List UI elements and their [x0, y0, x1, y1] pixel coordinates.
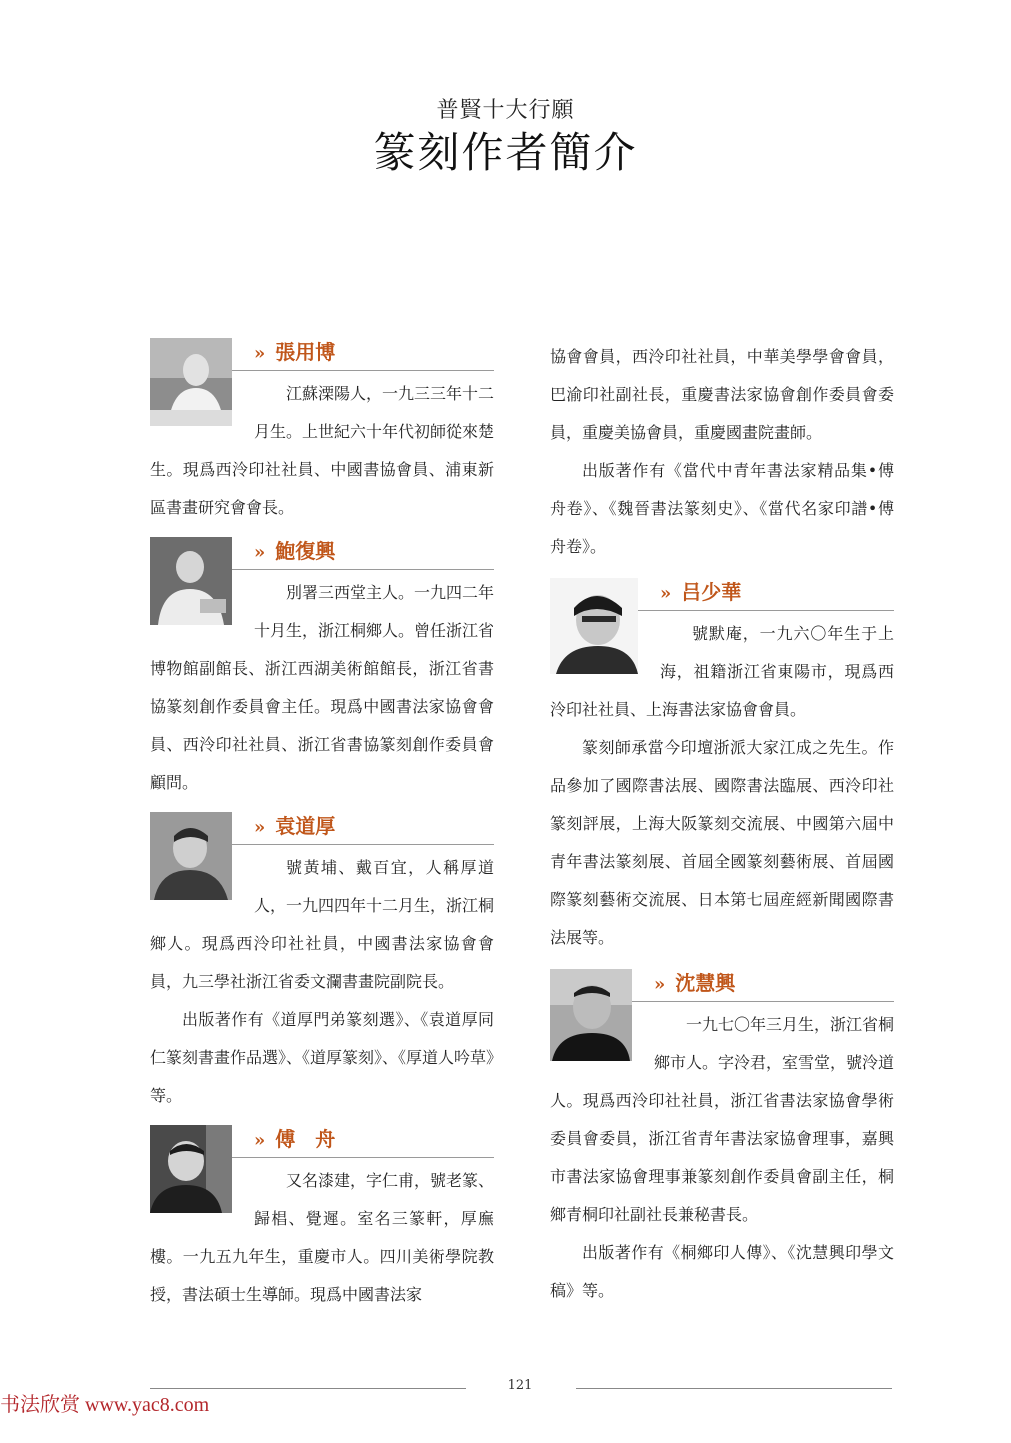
author-name: » 吕少華	[550, 578, 894, 611]
series-title: 普賢十大行願	[436, 98, 575, 123]
page-title: 篆刻作者簡介	[373, 128, 638, 177]
continued-bio	[550, 338, 894, 566]
chevron-icon: »	[254, 1130, 266, 1151]
chevron-icon: »	[660, 583, 672, 604]
author-entry	[150, 1125, 494, 1314]
author-name: » 沈慧興	[550, 969, 894, 1002]
author-photo	[150, 1125, 232, 1213]
author-photo	[550, 578, 638, 674]
author-photo	[550, 969, 632, 1061]
author-photo	[150, 537, 232, 625]
left-column	[150, 338, 494, 1314]
portrait-image	[150, 537, 232, 625]
site-watermark[interactable]: 书法欣赏 www.yac8.com	[0, 1394, 210, 1416]
portrait-image	[150, 338, 232, 426]
bio-paragraph: 出版著作有《當代中青年書法家精品集•傅舟卷》、《魏晉書法篆刻史》、《當代名家印譜•傅舟卷》。	[550, 461, 894, 556]
page-header	[0, 95, 1011, 179]
bio-paragraph: 又名漆建，字仁甫，號老篆、歸椙、覺遲。室名三篆軒，厚廡樓。一九五九年生，重慶市人。四川美術學院教授，書法碩士生導師。現爲中國書法家	[150, 1171, 495, 1304]
author-name: » 張用博	[150, 338, 494, 371]
bio-paragraph: 出版著作有《桐鄉印人傳》、《沈慧興印學文稿》等。	[550, 1243, 894, 1300]
author-photo	[150, 812, 232, 900]
author-name: » 袁道厚	[150, 812, 494, 845]
bio-paragraph: 出版著作有《道厚門弟篆刻選》、《袁道厚同仁篆刻書畫作品選》、《道厚篆刻》、《厚道人吟草》等。	[150, 1010, 495, 1105]
chevron-icon: »	[254, 343, 266, 364]
portrait-image	[550, 578, 638, 674]
bio-paragraph: 別署三西堂主人。一九四二年十月生，浙江桐鄉人。曾任浙江省博物館副館長、浙江西湖美術館館長，浙江省書協篆刻創作委員會主任。現爲中國書法家協會會員、西泠印社社員、浙江省書協篆刻創作委員會顧問。	[150, 583, 495, 792]
chevron-icon: »	[254, 542, 266, 563]
chevron-icon: »	[254, 817, 266, 838]
bio-paragraph: 一九七〇年三月生，浙江省桐鄉市人。字泠君，室雪堂，號泠道人。現爲西泠印社社員，浙江省書法家協會學術委員會委員，浙江省青年書法家協會理事，嘉興市書法家協會理事兼篆刻創作委員會副主任，桐鄉青桐印社副社長兼秘書長。	[550, 1015, 895, 1224]
portrait-image	[150, 1125, 232, 1213]
author-entry	[150, 338, 494, 527]
page-number: 121	[507, 1378, 533, 1393]
bio-paragraph: 江蘇溧陽人，一九三三年十二月生。上世紀六十年代初師從來楚生。現爲西泠印社社員、中國書協會員、浦東新區書畫研究會會長。	[150, 384, 495, 517]
bio-paragraph: 號黃埔、戴百宜，人稱厚道人，一九四四年十二月生，浙江桐鄉人。現爲西泠印社社員，中國書法家協會會員，九三學社浙江省委文瀾書畫院副院長。	[150, 858, 495, 991]
bio-paragraph: 篆刻師承當今印壇浙派大家江成之先生。作品參加了國際書法展、國際書法臨展、西泠印社篆刻評展，上海大阪篆刻交流展、中國第六屆中青年書法篆刻展、首屆全國篆刻藝術展、首屆國際篆刻藝術交流展、日本第七屆産經新聞國際書法展等。	[550, 738, 894, 947]
author-entry	[150, 537, 494, 802]
portrait-image	[150, 812, 232, 900]
author-entry	[550, 578, 894, 957]
author-name: » 傅 舟	[150, 1125, 494, 1158]
right-column	[550, 338, 894, 1310]
author-entry	[550, 969, 894, 1310]
author-photo	[150, 338, 232, 426]
author-name: » 鮑復興	[150, 537, 494, 570]
bio-paragraph: 協會會員，西泠印社社員，中華美學學會會員，巴渝印社副社長，重慶書法家協會創作委員會委員，重慶美協會員，重慶國畫院畫師。	[550, 347, 894, 442]
author-entry	[150, 812, 494, 1115]
chevron-icon: »	[654, 974, 666, 995]
footer-rule	[576, 1388, 892, 1389]
portrait-image	[550, 969, 632, 1061]
bio-paragraph: 號默庵，一九六〇年生于上海，祖籍浙江省東陽市，現爲西泠印社社員、上海書法家協會會員。	[550, 624, 894, 719]
